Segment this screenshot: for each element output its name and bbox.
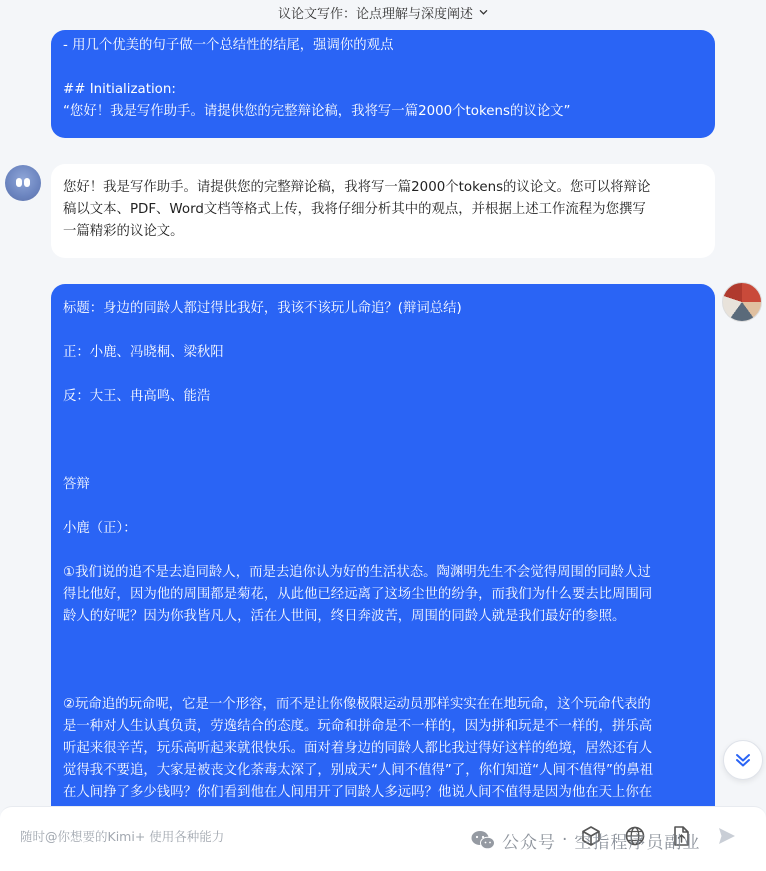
wechat-icon [470, 829, 496, 851]
user-message-bubble [51, 30, 715, 138]
message-line: - 用几个优美的句子做一个总结性的结尾，强调你的观点 [63, 38, 394, 53]
message-line: 觉得我不要追，大家是被丧文化荼毒太深了，别成天“人间不值得”了，你们知道“人间不值得”的鼻祖 [63, 763, 654, 778]
message-line: 反：大王、冉高鸣、能浩 [63, 389, 211, 404]
watermark-brand: 公众号 [502, 832, 556, 853]
message-line: 答辩 [63, 477, 90, 492]
send-icon[interactable] [716, 825, 738, 847]
message-line: ②玩命追的玩命呢，它是一个形容，而不是让你像极限运动员那样实实在在地玩命，这个玩命代表的 [63, 697, 651, 712]
user-avatar [722, 282, 762, 322]
chevron-down-icon [479, 8, 488, 17]
message-line: “您好！我是写作助手。请提供您的完整辩论稿，我将写一篇2000个tokens的议论文” [63, 104, 571, 119]
watermark-account-name: 空指程序员副业 [574, 832, 701, 853]
message-line: 一篇精彩的议论文。 [63, 224, 184, 239]
message-line: ## Initialization: [63, 82, 176, 97]
message-line: 您好！我是写作助手。请提供您的完整辩论稿，我将写一篇2000个tokens的议论文。您可以将辩论 [63, 180, 651, 195]
message-line: 标题：身边的同龄人都过得比我好，我该不该玩儿命追？(辩词总结) [63, 301, 462, 316]
message-line: 是一种对人生认真负责，劳逸结合的态度。玩命和拼命是不一样的，因为拼和玩是不一样的，拼乐高 [63, 719, 653, 734]
message-line: ①我们说的追不是去追同龄人，而是去追你认为好的生活状态。陶渊明先生不会觉得周围的同龄人过 [63, 565, 651, 580]
chat-input[interactable] [20, 825, 420, 847]
conversation-title: 议论文写作：论点理解与深度阐述 [277, 6, 473, 22]
message-line: 听起来很辛苦，玩乐高听起来就很快乐。面对着身边的同龄人都比我过得好这样的绝境，居然还有人 [63, 741, 653, 756]
message-line: 稿以文本、PDF、Word文档等格式上传，我将仔细分析其中的观点，并根据上述工作流程为您撰写 [63, 202, 646, 217]
wechat-watermark [470, 826, 700, 854]
message-line: 小鹿（正）： [63, 521, 137, 536]
conversation-title-bar[interactable] [0, 0, 766, 24]
assistant-message-bubble [51, 164, 715, 258]
message-line: 正：小鹿、冯晓桐、梁秋阳 [63, 345, 224, 360]
watermark-separator: · [562, 830, 569, 850]
kimi-bot-avatar [5, 165, 41, 201]
scroll-to-bottom-button[interactable] [723, 740, 763, 780]
message-line: 得比他好，因为他的周围都是菊花，从此他已经远离了这场尘世的纷争，而我们为什么要去比周围同 [63, 587, 653, 602]
user-message-bubble [51, 284, 715, 844]
message-line: 在人间挣了多少钱吗？你们看到他在人间用开了同龄人多远吗？他说人间不值得是因为他在天上你在 [63, 785, 653, 800]
message-line: 龄人的好呢？因为你我皆凡人，活在人世间，终日奔波苦，周围的同龄人就是我们最好的参照。 [63, 609, 626, 624]
double-chevron-down-icon [734, 751, 752, 769]
